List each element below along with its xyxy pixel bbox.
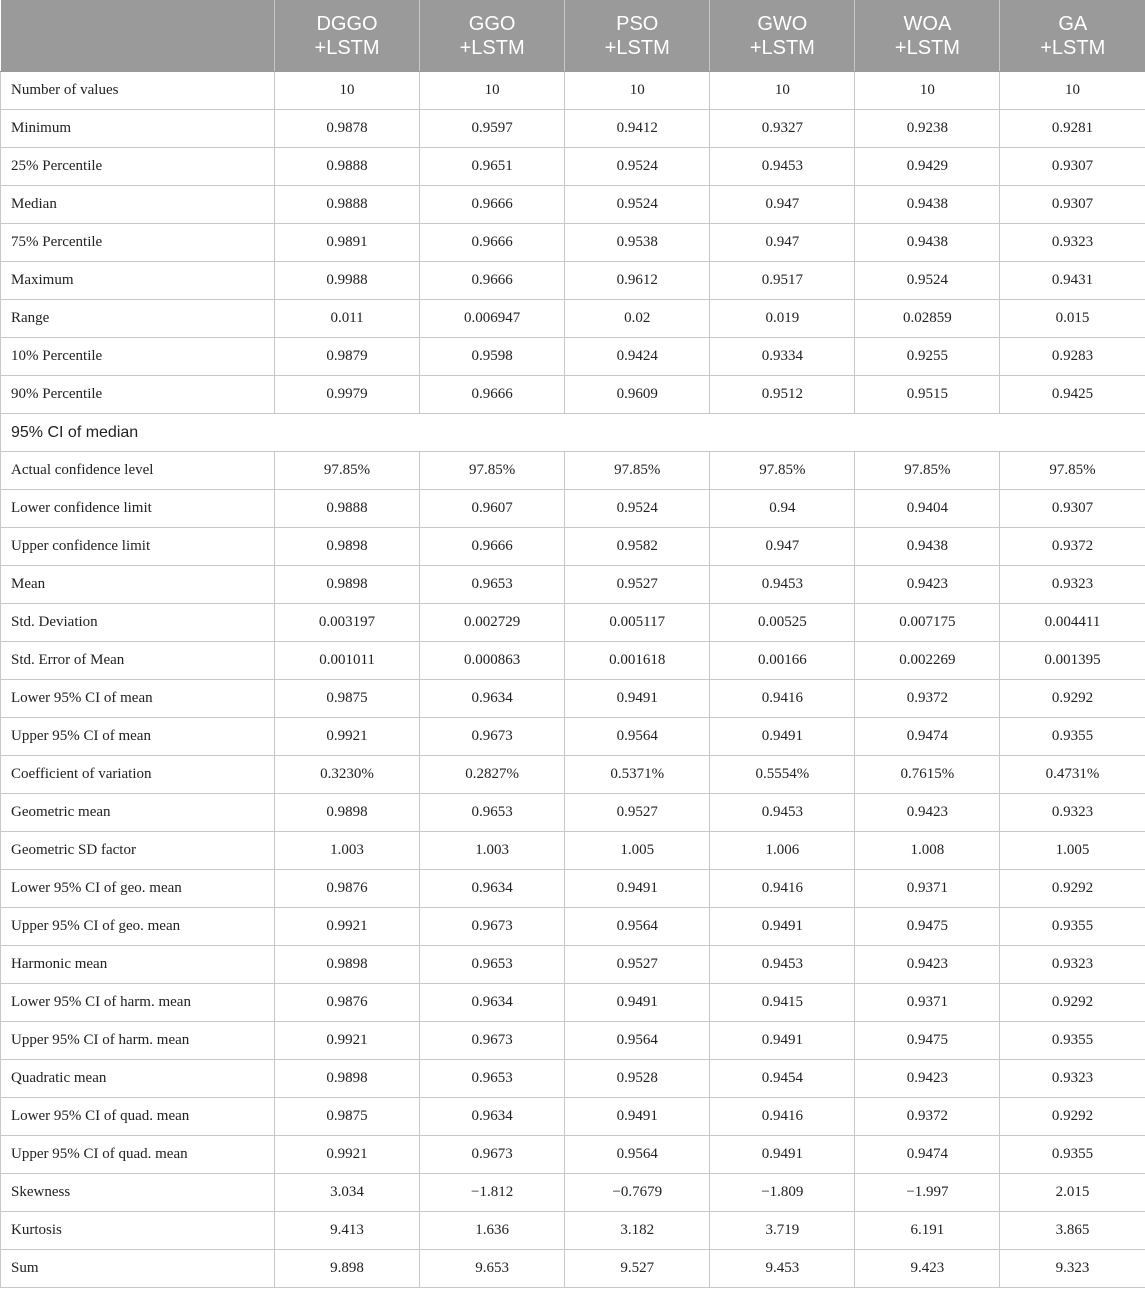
table-body (1, 72, 1145, 1288)
row-label: Mean (1, 566, 275, 604)
row-label: Actual confidence level (1, 452, 275, 490)
value-cell: 0.9898 (275, 794, 420, 832)
table-row (1, 148, 1145, 186)
value-cell: 0.9454 (710, 1060, 855, 1098)
value-cell: 0.9355 (1000, 718, 1145, 756)
row-label: Lower 95% CI of mean (1, 680, 275, 718)
value-cell: 0.5554% (710, 756, 855, 794)
value-cell: 0.9323 (1000, 1060, 1145, 1098)
column-header-pso: PSO +LSTM (565, 0, 710, 72)
value-cell: 1.008 (855, 832, 1000, 870)
value-cell: 0.9372 (855, 1098, 1000, 1136)
value-cell: 0.9651 (420, 148, 565, 186)
value-cell: 0.02 (565, 300, 710, 338)
row-label: 25% Percentile (1, 148, 275, 186)
table-row (1, 870, 1145, 908)
value-cell: 0.9898 (275, 1060, 420, 1098)
table-row (1, 300, 1145, 338)
value-cell: 0.9323 (1000, 794, 1145, 832)
value-cell: 0.9429 (855, 148, 1000, 186)
value-cell: 0.9891 (275, 224, 420, 262)
value-cell: 0.9371 (855, 984, 1000, 1022)
value-cell: 0.9283 (1000, 338, 1145, 376)
table-row (1, 1212, 1145, 1250)
value-cell: 0.9666 (420, 262, 565, 300)
value-cell: 0.9307 (1000, 186, 1145, 224)
value-cell: 0.9898 (275, 566, 420, 604)
value-cell: 10 (1000, 72, 1145, 110)
value-cell: 0.9673 (420, 1136, 565, 1174)
value-cell: 0.9607 (420, 490, 565, 528)
value-cell: 0.9888 (275, 490, 420, 528)
value-cell: 97.85% (420, 452, 565, 490)
value-cell: 0.9634 (420, 984, 565, 1022)
value-cell: 3.034 (275, 1174, 420, 1212)
value-cell: 1.636 (420, 1212, 565, 1250)
value-cell: 0.9416 (710, 870, 855, 908)
value-cell: −1.997 (855, 1174, 1000, 1212)
value-cell: 0.9238 (855, 110, 1000, 148)
value-cell: 0.3230% (275, 756, 420, 794)
value-cell: 0.9491 (710, 718, 855, 756)
value-cell: 0.9528 (565, 1060, 710, 1098)
value-cell: 0.9666 (420, 224, 565, 262)
value-cell: 0.9879 (275, 338, 420, 376)
value-cell: 0.003197 (275, 604, 420, 642)
value-cell: 0.9612 (565, 262, 710, 300)
value-cell: 0.9898 (275, 946, 420, 984)
value-cell: 0.9327 (710, 110, 855, 148)
value-cell: 0.9653 (420, 1060, 565, 1098)
row-label: Lower 95% CI of harm. mean (1, 984, 275, 1022)
value-cell: 0.015 (1000, 300, 1145, 338)
value-cell: 0.9416 (710, 1098, 855, 1136)
value-cell: 1.005 (565, 832, 710, 870)
value-cell: 1.003 (275, 832, 420, 870)
value-cell: 0.9515 (855, 376, 1000, 414)
value-cell: 0.9453 (710, 946, 855, 984)
value-cell: 97.85% (1000, 452, 1145, 490)
header-row (1, 0, 1145, 72)
table-row (1, 566, 1145, 604)
row-label: Upper 95% CI of geo. mean (1, 908, 275, 946)
row-label: Sum (1, 1250, 275, 1288)
value-cell: 0.9538 (565, 224, 710, 262)
row-label: Median (1, 186, 275, 224)
header-corner-cell (1, 0, 275, 72)
value-cell: 0.019 (710, 300, 855, 338)
table-row (1, 642, 1145, 680)
value-cell: 0.9921 (275, 1022, 420, 1060)
value-cell: 0.9475 (855, 1022, 1000, 1060)
row-label: Upper 95% CI of mean (1, 718, 275, 756)
table-row (1, 528, 1145, 566)
value-cell: 0.9355 (1000, 908, 1145, 946)
value-cell: 0.9666 (420, 528, 565, 566)
table-row (1, 832, 1145, 870)
value-cell: 0.9524 (565, 148, 710, 186)
value-cell: 6.191 (855, 1212, 1000, 1250)
row-label: 75% Percentile (1, 224, 275, 262)
row-label: Range (1, 300, 275, 338)
value-cell: 0.9527 (565, 566, 710, 604)
value-cell: 0.9921 (275, 718, 420, 756)
value-cell: 0.9438 (855, 224, 1000, 262)
value-cell: 3.719 (710, 1212, 855, 1250)
row-label: Upper 95% CI of harm. mean (1, 1022, 275, 1060)
value-cell: 9.413 (275, 1212, 420, 1250)
table-row (1, 756, 1145, 794)
row-label: Std. Deviation (1, 604, 275, 642)
value-cell: 1.003 (420, 832, 565, 870)
table-row (1, 946, 1145, 984)
value-cell: 97.85% (565, 452, 710, 490)
value-cell: 0.9372 (855, 680, 1000, 718)
value-cell: 9.453 (710, 1250, 855, 1288)
table-row (1, 908, 1145, 946)
row-label: 90% Percentile (1, 376, 275, 414)
row-label: Upper 95% CI of quad. mean (1, 1136, 275, 1174)
value-cell: 0.9475 (855, 908, 1000, 946)
value-cell: 0.9491 (565, 984, 710, 1022)
column-header-gwo: GWO +LSTM (710, 0, 855, 72)
value-cell: 0.001011 (275, 642, 420, 680)
value-cell: 9.527 (565, 1250, 710, 1288)
value-cell: 0.9666 (420, 186, 565, 224)
value-cell: 0.9524 (565, 490, 710, 528)
value-cell: 0.9292 (1000, 870, 1145, 908)
value-cell: −1.812 (420, 1174, 565, 1212)
value-cell: 0.002729 (420, 604, 565, 642)
table-row (1, 224, 1145, 262)
value-cell: 0.9281 (1000, 110, 1145, 148)
value-cell: 0.9355 (1000, 1136, 1145, 1174)
value-cell: 0.9876 (275, 870, 420, 908)
value-cell: 0.9453 (710, 566, 855, 604)
value-cell: 0.7615% (855, 756, 1000, 794)
value-cell: 0.4731% (1000, 756, 1145, 794)
value-cell: 0.9491 (710, 1136, 855, 1174)
value-cell: 0.9423 (855, 794, 1000, 832)
value-cell: 10 (565, 72, 710, 110)
value-cell: 0.00525 (710, 604, 855, 642)
row-label: Lower confidence limit (1, 490, 275, 528)
value-cell: 0.9517 (710, 262, 855, 300)
value-cell: 0.9988 (275, 262, 420, 300)
table-row (1, 262, 1145, 300)
value-cell: 0.9453 (710, 794, 855, 832)
row-label: Geometric mean (1, 794, 275, 832)
value-cell: 2.015 (1000, 1174, 1145, 1212)
value-cell: 0.9292 (1000, 1098, 1145, 1136)
column-header-woa: WOA +LSTM (855, 0, 1000, 72)
value-cell: 9.423 (855, 1250, 1000, 1288)
value-cell: 97.85% (275, 452, 420, 490)
value-cell: −0.7679 (565, 1174, 710, 1212)
table-row (1, 1174, 1145, 1212)
value-cell: 0.2827% (420, 756, 565, 794)
row-label: Lower 95% CI of geo. mean (1, 870, 275, 908)
value-cell: 0.947 (710, 186, 855, 224)
value-cell: 0.9355 (1000, 1022, 1145, 1060)
value-cell: 0.9372 (1000, 528, 1145, 566)
value-cell: 0.9438 (855, 528, 1000, 566)
value-cell: 3.182 (565, 1212, 710, 1250)
value-cell: 0.9564 (565, 1022, 710, 1060)
value-cell: 0.9524 (565, 186, 710, 224)
value-cell: 0.9255 (855, 338, 1000, 376)
table-row (1, 680, 1145, 718)
value-cell: 3.865 (1000, 1212, 1145, 1250)
value-cell: 0.9527 (565, 794, 710, 832)
row-label: Harmonic mean (1, 946, 275, 984)
value-cell: 0.94 (710, 490, 855, 528)
value-cell: 97.85% (855, 452, 1000, 490)
row-label: Quadratic mean (1, 1060, 275, 1098)
value-cell: 1.006 (710, 832, 855, 870)
value-cell: 0.947 (710, 528, 855, 566)
table-row (1, 110, 1145, 148)
table-row (1, 794, 1145, 832)
table-row (1, 376, 1145, 414)
value-cell: 0.9564 (565, 908, 710, 946)
value-cell: 0.9424 (565, 338, 710, 376)
value-cell: 0.9423 (855, 566, 1000, 604)
table-row (1, 186, 1145, 224)
value-cell: 0.9634 (420, 680, 565, 718)
value-cell: 0.9564 (565, 718, 710, 756)
row-label: Kurtosis (1, 1212, 275, 1250)
row-label: Geometric SD factor (1, 832, 275, 870)
table-row (1, 452, 1145, 490)
value-cell: 0.9438 (855, 186, 1000, 224)
value-cell: 0.9491 (565, 680, 710, 718)
column-header-ga: GA +LSTM (1000, 0, 1145, 72)
value-cell: 0.00166 (710, 642, 855, 680)
table-row (1, 604, 1145, 642)
table-row (1, 1022, 1145, 1060)
value-cell: 0.9527 (565, 946, 710, 984)
value-cell: 0.9491 (710, 1022, 855, 1060)
value-cell: 0.9404 (855, 490, 1000, 528)
value-cell: 0.004411 (1000, 604, 1145, 642)
row-label: Maximum (1, 262, 275, 300)
value-cell: 0.005117 (565, 604, 710, 642)
value-cell: 0.9979 (275, 376, 420, 414)
value-cell: 0.000863 (420, 642, 565, 680)
section-row (1, 414, 1145, 452)
column-header-dggo: DGGO +LSTM (275, 0, 420, 72)
row-label: Minimum (1, 110, 275, 148)
value-cell: 0.9597 (420, 110, 565, 148)
value-cell: 0.9323 (1000, 224, 1145, 262)
value-cell: −1.809 (710, 1174, 855, 1212)
value-cell: 0.9898 (275, 528, 420, 566)
value-cell: 0.9876 (275, 984, 420, 1022)
value-cell: 0.9423 (855, 1060, 1000, 1098)
row-label: 10% Percentile (1, 338, 275, 376)
row-label: Upper confidence limit (1, 528, 275, 566)
value-cell: 0.9323 (1000, 946, 1145, 984)
value-cell: 0.006947 (420, 300, 565, 338)
value-cell: 0.9875 (275, 680, 420, 718)
value-cell: 10 (420, 72, 565, 110)
row-label: Lower 95% CI of quad. mean (1, 1098, 275, 1136)
value-cell: 10 (855, 72, 1000, 110)
value-cell: 0.9888 (275, 148, 420, 186)
value-cell: 0.9416 (710, 680, 855, 718)
value-cell: 0.9609 (565, 376, 710, 414)
value-cell: 10 (710, 72, 855, 110)
value-cell: 0.9673 (420, 718, 565, 756)
section-heading: 95% CI of median (1, 414, 1145, 452)
table-row (1, 1136, 1145, 1174)
value-cell: 0.9292 (1000, 984, 1145, 1022)
value-cell: 0.9334 (710, 338, 855, 376)
column-header-ggo: GGO +LSTM (420, 0, 565, 72)
value-cell: 0.9423 (855, 946, 1000, 984)
value-cell: 0.9921 (275, 908, 420, 946)
value-cell: 0.9425 (1000, 376, 1145, 414)
value-cell: 0.9634 (420, 870, 565, 908)
value-cell: 0.9474 (855, 718, 1000, 756)
value-cell: 0.947 (710, 224, 855, 262)
table-row (1, 718, 1145, 756)
value-cell: 0.9875 (275, 1098, 420, 1136)
value-cell: 0.9491 (565, 870, 710, 908)
value-cell: 0.9653 (420, 946, 565, 984)
value-cell: 0.9323 (1000, 566, 1145, 604)
value-cell: 0.9524 (855, 262, 1000, 300)
value-cell: 9.653 (420, 1250, 565, 1288)
value-cell: 0.001395 (1000, 642, 1145, 680)
value-cell: 0.9634 (420, 1098, 565, 1136)
value-cell: 0.9512 (710, 376, 855, 414)
value-cell: 0.9582 (565, 528, 710, 566)
value-cell: 0.9371 (855, 870, 1000, 908)
value-cell: 0.011 (275, 300, 420, 338)
value-cell: 0.9307 (1000, 148, 1145, 186)
value-cell: 10 (275, 72, 420, 110)
value-cell: 0.001618 (565, 642, 710, 680)
value-cell: 0.9453 (710, 148, 855, 186)
value-cell: 0.9491 (710, 908, 855, 946)
table-row (1, 984, 1145, 1022)
value-cell: 0.9292 (1000, 680, 1145, 718)
value-cell: 9.323 (1000, 1250, 1145, 1288)
table-row (1, 338, 1145, 376)
value-cell: 0.9431 (1000, 262, 1145, 300)
value-cell: 0.9474 (855, 1136, 1000, 1174)
value-cell: 9.898 (275, 1250, 420, 1288)
row-label: Number of values (1, 72, 275, 110)
value-cell: 0.9307 (1000, 490, 1145, 528)
value-cell: 0.9598 (420, 338, 565, 376)
value-cell: 0.007175 (855, 604, 1000, 642)
table-row (1, 72, 1145, 110)
table-row (1, 1250, 1145, 1288)
value-cell: 0.5371% (565, 756, 710, 794)
row-label: Coefficient of variation (1, 756, 275, 794)
table-row (1, 1098, 1145, 1136)
row-label: Std. Error of Mean (1, 642, 275, 680)
value-cell: 0.9673 (420, 908, 565, 946)
value-cell: 0.9921 (275, 1136, 420, 1174)
value-cell: 0.9666 (420, 376, 565, 414)
value-cell: 0.9878 (275, 110, 420, 148)
value-cell: 1.005 (1000, 832, 1145, 870)
table-row (1, 1060, 1145, 1098)
value-cell: 0.9653 (420, 794, 565, 832)
table-row (1, 490, 1145, 528)
row-label: Skewness (1, 1174, 275, 1212)
value-cell: 0.9564 (565, 1136, 710, 1174)
value-cell: 0.9888 (275, 186, 420, 224)
value-cell: 0.9491 (565, 1098, 710, 1136)
value-cell: 0.002269 (855, 642, 1000, 680)
value-cell: 0.02859 (855, 300, 1000, 338)
value-cell: 0.9673 (420, 1022, 565, 1060)
value-cell: 0.9415 (710, 984, 855, 1022)
value-cell: 0.9653 (420, 566, 565, 604)
value-cell: 0.9412 (565, 110, 710, 148)
value-cell: 97.85% (710, 452, 855, 490)
